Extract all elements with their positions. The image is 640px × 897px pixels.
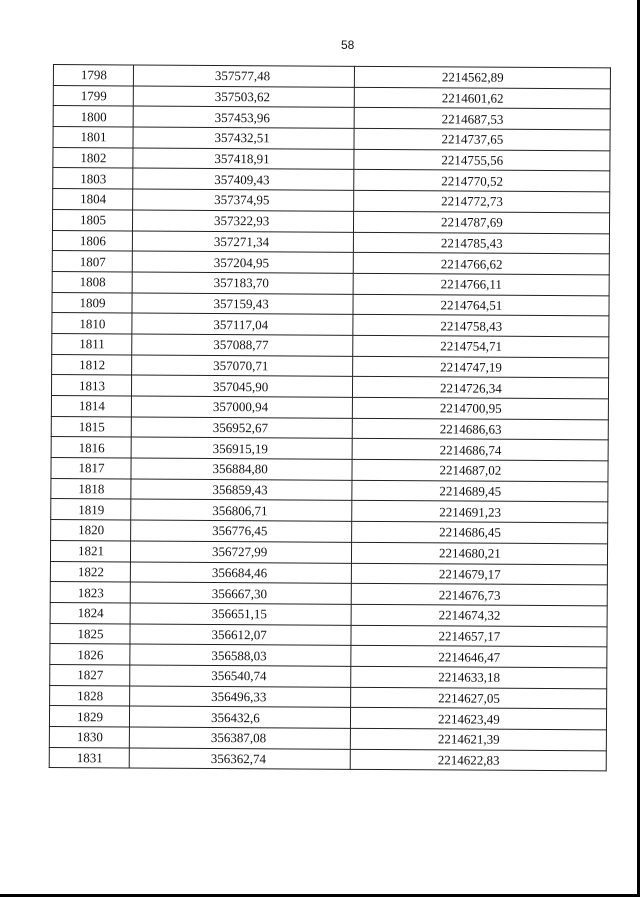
x-value-cell: 356667,30 [130, 582, 351, 604]
x-value-cell: 357453,96 [133, 106, 354, 128]
y-value-cell: 2214686,74 [352, 439, 608, 461]
x-value-cell: 356806,71 [131, 499, 352, 521]
row-number-cell: 1808 [52, 271, 132, 292]
x-value-cell: 356776,45 [131, 520, 352, 542]
y-value-cell: 2214627,05 [351, 687, 607, 709]
y-value-cell: 2214787,69 [353, 211, 609, 233]
y-value-cell: 2214737,65 [354, 128, 610, 150]
y-value-cell: 2214646,47 [351, 646, 607, 668]
x-value-cell: 357204,95 [132, 251, 353, 273]
row-number-cell: 1821 [50, 540, 130, 561]
y-value-cell: 2214785,43 [353, 232, 609, 254]
row-number-cell: 1806 [52, 230, 132, 251]
x-value-cell: 357503,62 [133, 86, 354, 108]
row-number-cell: 1815 [51, 416, 131, 437]
row-number-cell: 1831 [49, 747, 129, 768]
y-value-cell: 2214754,71 [353, 335, 609, 357]
row-number-cell: 1829 [49, 706, 129, 727]
y-value-cell: 2214766,62 [353, 253, 609, 275]
row-number-cell: 1826 [50, 644, 130, 665]
x-value-cell: 357088,77 [132, 334, 353, 356]
y-value-cell: 2214764,51 [353, 294, 609, 316]
x-value-cell: 356496,33 [130, 686, 351, 708]
row-number-cell: 1830 [49, 726, 129, 747]
y-value-cell: 2214601,62 [354, 87, 610, 109]
y-value-cell: 2214674,32 [351, 604, 607, 626]
row-number-cell: 1825 [50, 623, 130, 644]
y-value-cell: 2214679,17 [351, 563, 607, 585]
y-value-cell: 2214680,21 [351, 542, 607, 564]
y-value-cell: 2214686,63 [352, 418, 608, 440]
y-value-cell: 2214676,73 [351, 584, 607, 606]
row-number-cell: 1803 [53, 168, 133, 189]
x-value-cell: 357159,43 [132, 293, 353, 315]
y-value-cell: 2214747,19 [353, 356, 609, 378]
x-value-cell: 356612,07 [130, 624, 351, 646]
y-value-cell: 2214726,34 [352, 377, 608, 399]
y-value-cell: 2214562,89 [354, 66, 610, 88]
x-value-cell: 357322,93 [132, 210, 353, 232]
x-value-cell: 357432,51 [133, 127, 354, 149]
row-number-cell: 1802 [53, 147, 133, 168]
x-value-cell: 356540,74 [130, 665, 351, 687]
x-value-cell: 356684,46 [130, 561, 351, 583]
x-value-cell: 357409,43 [133, 168, 354, 190]
row-number-cell: 1818 [51, 478, 131, 499]
x-value-cell: 356362,74 [129, 748, 350, 770]
y-value-cell: 2214766,11 [353, 273, 609, 295]
row-number-cell: 1810 [52, 313, 132, 334]
y-value-cell: 2214687,53 [354, 108, 610, 130]
y-value-cell: 2214758,43 [353, 315, 609, 337]
row-number-cell: 1819 [51, 499, 131, 520]
row-number-cell: 1807 [52, 251, 132, 272]
table-row [49, 747, 606, 771]
y-value-cell: 2214687,02 [352, 459, 608, 481]
x-value-cell: 356884,80 [131, 458, 352, 480]
x-value-cell: 357577,48 [133, 65, 354, 87]
y-value-cell: 2214772,73 [354, 190, 610, 212]
row-number-cell: 1820 [51, 520, 131, 541]
y-value-cell: 2214689,45 [352, 480, 608, 502]
y-value-cell: 2214691,23 [352, 501, 608, 523]
x-value-cell: 356915,19 [131, 437, 352, 459]
x-value-cell: 357183,70 [132, 272, 353, 294]
row-number-cell: 1798 [53, 65, 133, 86]
x-value-cell: 357117,04 [132, 313, 353, 335]
row-number-cell: 1827 [50, 664, 130, 685]
row-number-cell: 1814 [51, 395, 131, 416]
x-value-cell: 356859,43 [131, 479, 352, 501]
x-value-cell: 357000,94 [131, 396, 352, 418]
x-value-cell: 356387,08 [129, 727, 350, 749]
row-number-cell: 1811 [52, 333, 132, 354]
table-body [49, 65, 610, 772]
y-value-cell: 2214755,56 [354, 149, 610, 171]
y-value-cell: 2214623,49 [350, 708, 606, 730]
x-value-cell: 356952,67 [131, 417, 352, 439]
x-value-cell: 357418,91 [133, 148, 354, 170]
x-value-cell: 356432,6 [129, 706, 350, 728]
y-value-cell: 2214657,17 [351, 625, 607, 647]
coordinate-table-container [49, 64, 611, 772]
x-value-cell: 356727,99 [130, 541, 351, 563]
x-value-cell: 356651,15 [130, 603, 351, 625]
y-value-cell: 2214633,18 [351, 666, 607, 688]
row-number-cell: 1822 [50, 561, 130, 582]
y-value-cell: 2214700,95 [352, 397, 608, 419]
row-number-cell: 1812 [52, 354, 132, 375]
row-number-cell: 1824 [50, 602, 130, 623]
row-number-cell: 1804 [53, 189, 133, 210]
row-number-cell: 1800 [53, 106, 133, 127]
row-number-cell: 1809 [52, 292, 132, 313]
row-number-cell: 1817 [51, 458, 131, 479]
coordinate-table [49, 64, 611, 772]
y-value-cell: 2214621,39 [350, 728, 606, 750]
x-value-cell: 357070,71 [132, 355, 353, 377]
y-value-cell: 2214622,83 [350, 749, 606, 771]
row-number-cell: 1813 [51, 375, 131, 396]
page-number: 58 [341, 38, 355, 52]
row-number-cell: 1828 [50, 685, 130, 706]
row-number-cell: 1799 [53, 85, 133, 106]
x-value-cell: 356588,03 [130, 644, 351, 666]
row-number-cell: 1816 [51, 437, 131, 458]
row-number-cell: 1823 [50, 582, 130, 603]
x-value-cell: 357045,90 [131, 375, 352, 397]
x-value-cell: 357271,34 [132, 230, 353, 252]
row-number-cell: 1805 [52, 209, 132, 230]
y-value-cell: 2214686,45 [352, 521, 608, 543]
y-value-cell: 2214770,52 [354, 170, 610, 192]
row-number-cell: 1801 [53, 127, 133, 148]
x-value-cell: 357374,95 [133, 189, 354, 211]
